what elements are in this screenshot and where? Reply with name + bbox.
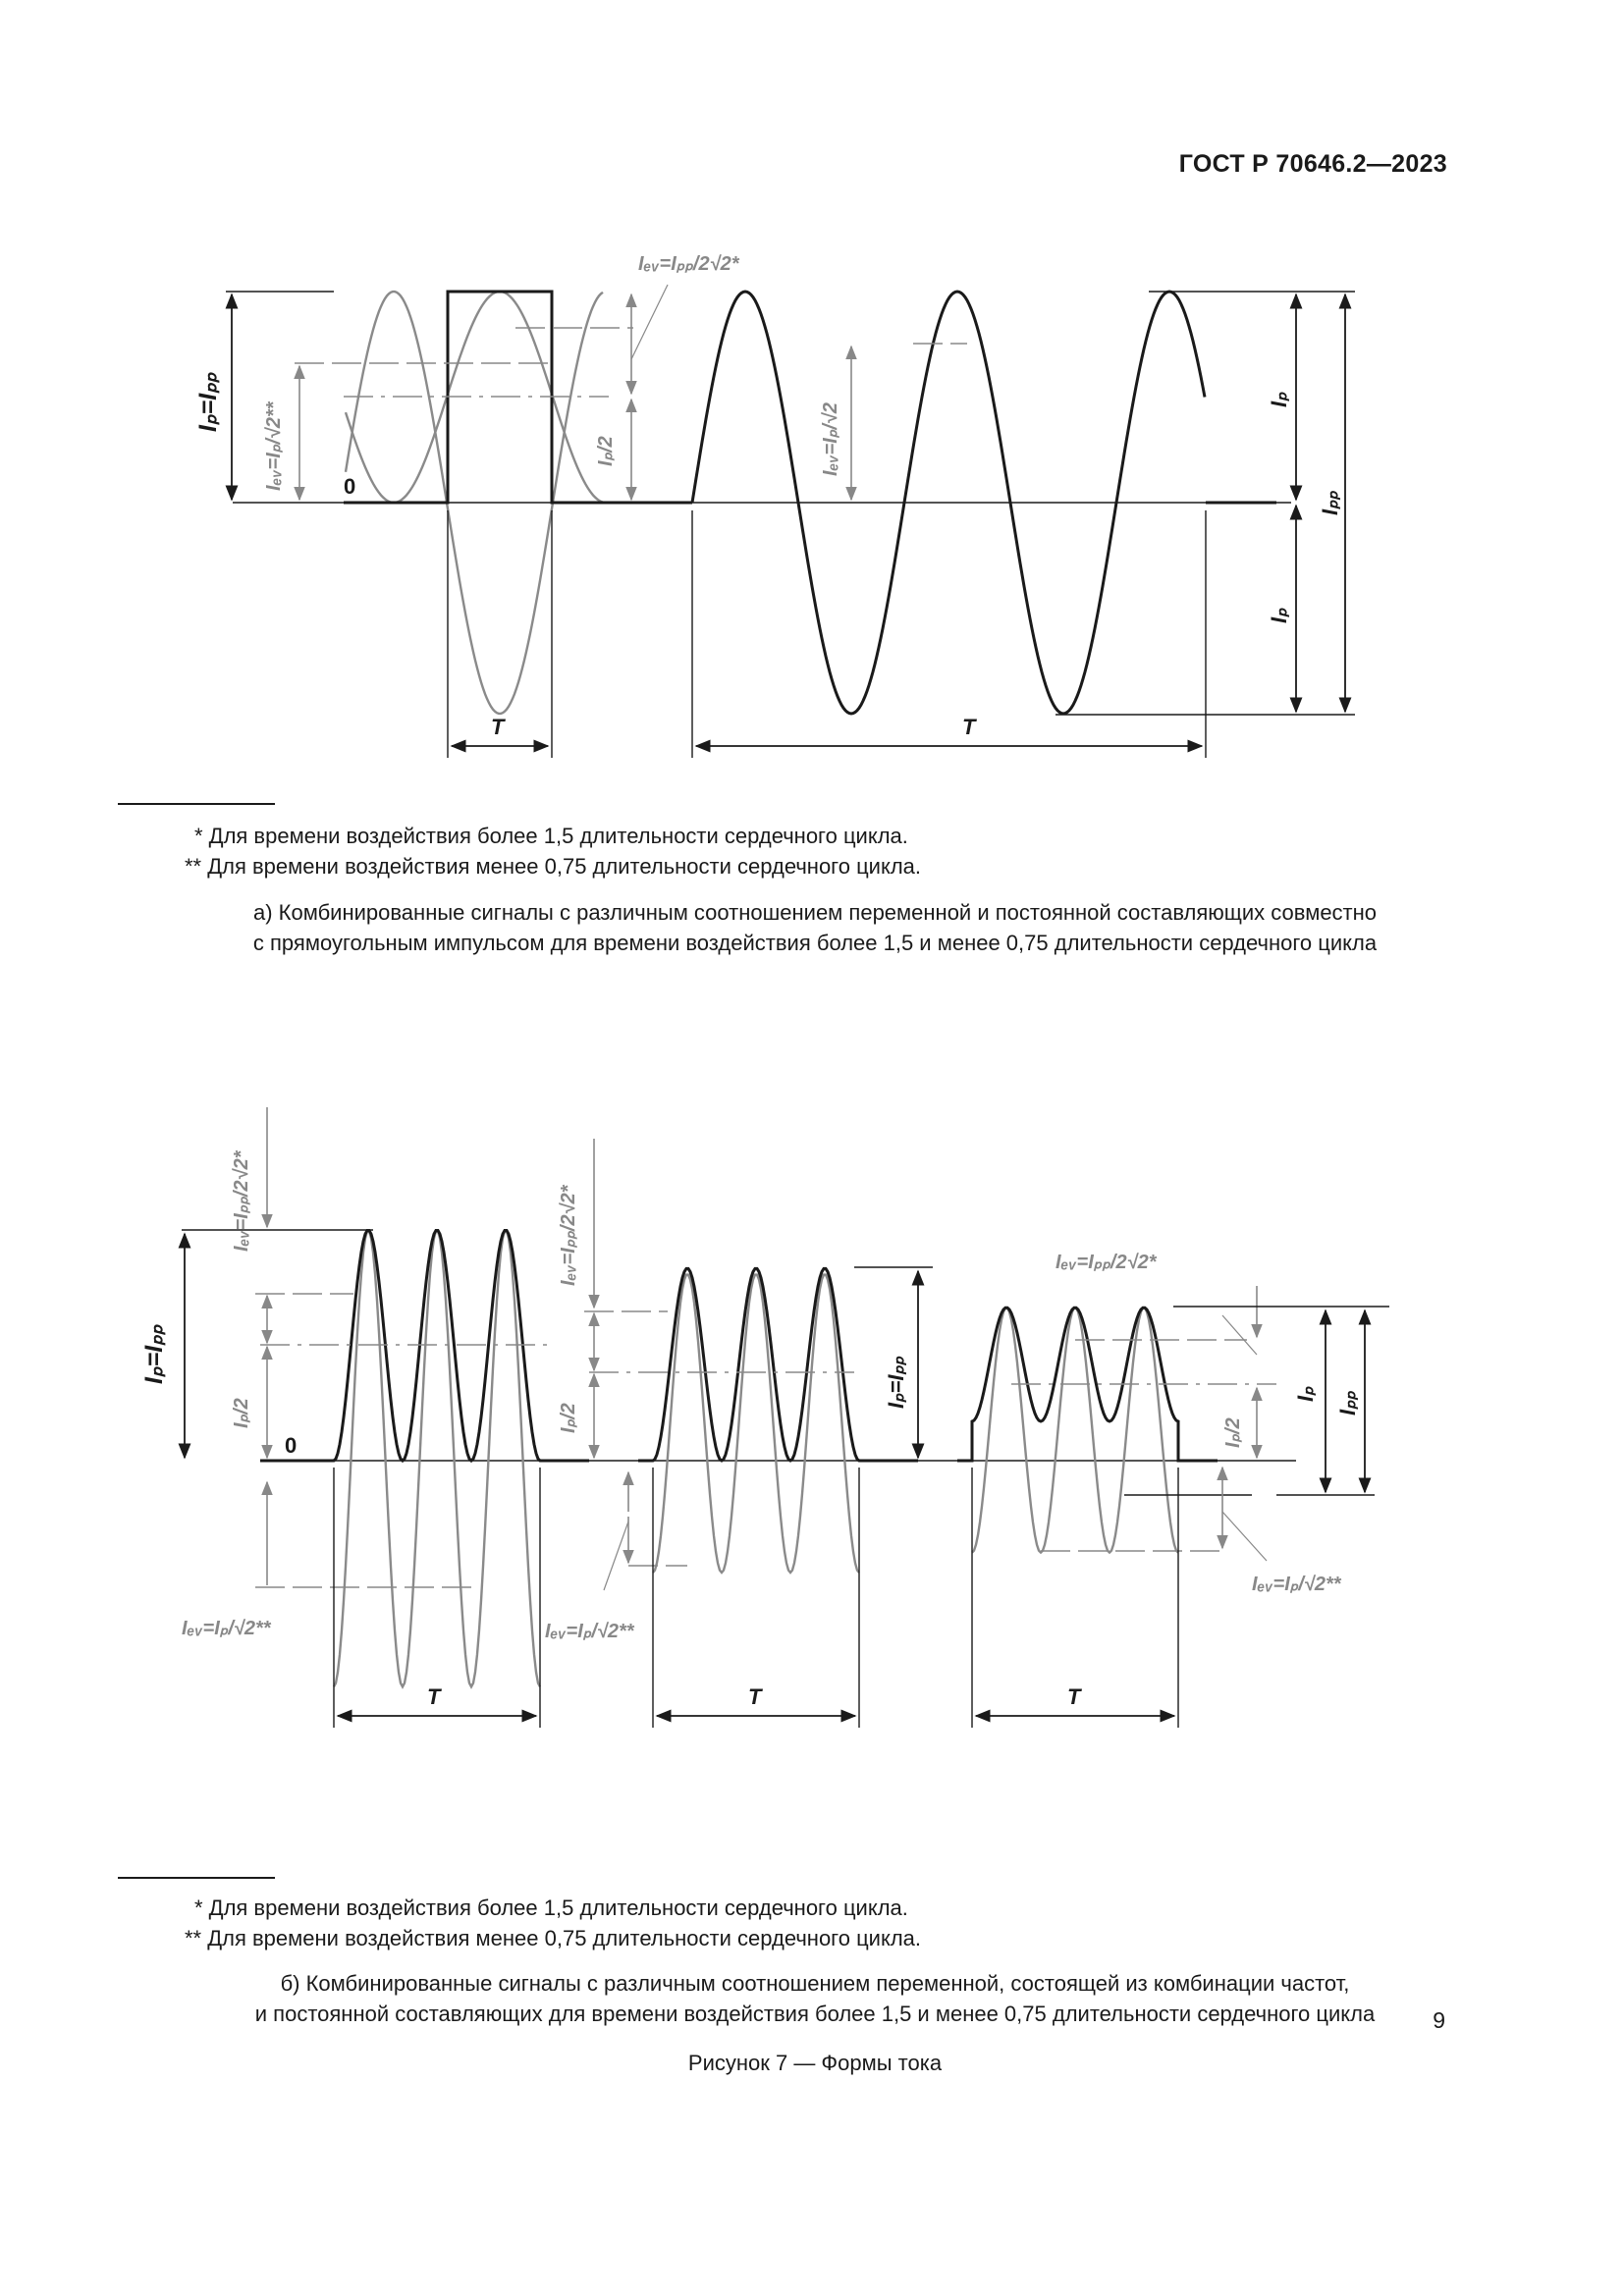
figure-b-diagram (0, 1080, 1624, 1767)
caption-a-line1: а) Комбинированные сигналы с различным соотношением переменной и постоянной составляющих совместно (252, 900, 1378, 925)
label-t-b3: T (1067, 1684, 1081, 1709)
label-ip-b3: Iₚ (1293, 1386, 1318, 1402)
caption-b-line1: б) Комбинированные сигналы с различным соотношением переменной, состоящей из комбинации частот, (280, 1971, 1350, 1996)
label-iev-ip-sqrt2-double-b2: Iₑᵥ=Iₚ/√2** (545, 1621, 634, 1642)
label-t-b2: T (748, 1684, 762, 1709)
label-ip-half-b1: Iₚ/2 (231, 1398, 252, 1428)
label-iev-ip-sqrt2-a: Iₑᵥ=Iₚ/√2 (820, 401, 841, 476)
label-ip-half-b2: Iₚ/2 (558, 1403, 579, 1433)
label-t-b1: T (427, 1684, 441, 1709)
label-iev-ipp-2sqrt2-b2: Iₑᵥ=Iₚₚ/2√2* (558, 1185, 579, 1286)
label-iev-ip-sqrt2-double-b3: Iₑᵥ=Iₚ/√2** (1252, 1574, 1341, 1595)
label-ip-half-b3: Iₚ/2 (1222, 1417, 1244, 1448)
label-t-a1: T (491, 715, 505, 739)
label-ipp-a: Iₚₚ (1318, 491, 1342, 515)
label-iev-ip-sqrt2-double-a: Iₑᵥ=Iₚ/√2** (263, 401, 285, 491)
caption-b-line2: и постоянной составляющих для времени воздействия более 1,5 и менее 0,75 длительности сердечного цикла (254, 2002, 1376, 2026)
footnote-b-1: * Для времени воздействия более 1,5 длительности сердечного цикла. (194, 1896, 908, 1920)
footnote-a-2: ** Для времени воздействия менее 0,75 длительности сердечного цикла. (185, 854, 922, 879)
label-ipp-b3: Iₚₚ (1335, 1391, 1360, 1415)
label-t-a2: T (962, 715, 976, 739)
label-iev-ip-sqrt2-double-b1: Iₑᵥ=Iₚ/√2** (182, 1618, 271, 1639)
figure-a-diagram (0, 0, 1624, 785)
document-id: ГОСТ Р 70646.2—2023 (1178, 150, 1447, 178)
footnote-rule-b (118, 1877, 275, 1879)
label-iev-ipp-2sqrt2-a: Iₑᵥ=Iₚₚ/2√2* (638, 253, 739, 275)
zero-label-a: 0 (344, 474, 356, 499)
footnote-a-1: * Для времени воздействия более 1,5 длительности сердечного цикла. (194, 824, 908, 848)
caption-a-line2: с прямоугольным импульсом для времени воздействия более 1,5 и менее 0,75 длительности сердечного цикла (252, 931, 1378, 955)
label-ip-eq-ipp-a: Iₚ=Iₚₚ (194, 372, 222, 432)
figure-title: Рисунок 7 — Формы тока (687, 2051, 943, 2075)
label-iev-ipp-2sqrt2-b3: Iₑᵥ=Iₚₚ/2√2* (1056, 1252, 1157, 1273)
zero-label-b: 0 (285, 1433, 298, 1458)
footnote-b-2: ** Для времени воздействия менее 0,75 длительности сердечного цикла. (185, 1926, 922, 1950)
label-iev-ipp-2sqrt2-b1: Iₑᵥ=Iₚₚ/2√2* (231, 1150, 252, 1252)
page-number: 9 (1433, 2007, 1445, 2033)
label-ip-eq-ipp-b1: Iₚ=Iₚₚ (140, 1324, 168, 1384)
label-ip-upper-a: Iₚ (1267, 392, 1291, 407)
label-ip-eq-ipp-b2: Iₚ=Iₚₚ (884, 1356, 908, 1409)
label-ip-lower-a: Iₚ (1267, 608, 1291, 623)
label-ip-half-a: Iₚ/2 (595, 436, 617, 466)
footnote-rule-a (118, 803, 275, 805)
